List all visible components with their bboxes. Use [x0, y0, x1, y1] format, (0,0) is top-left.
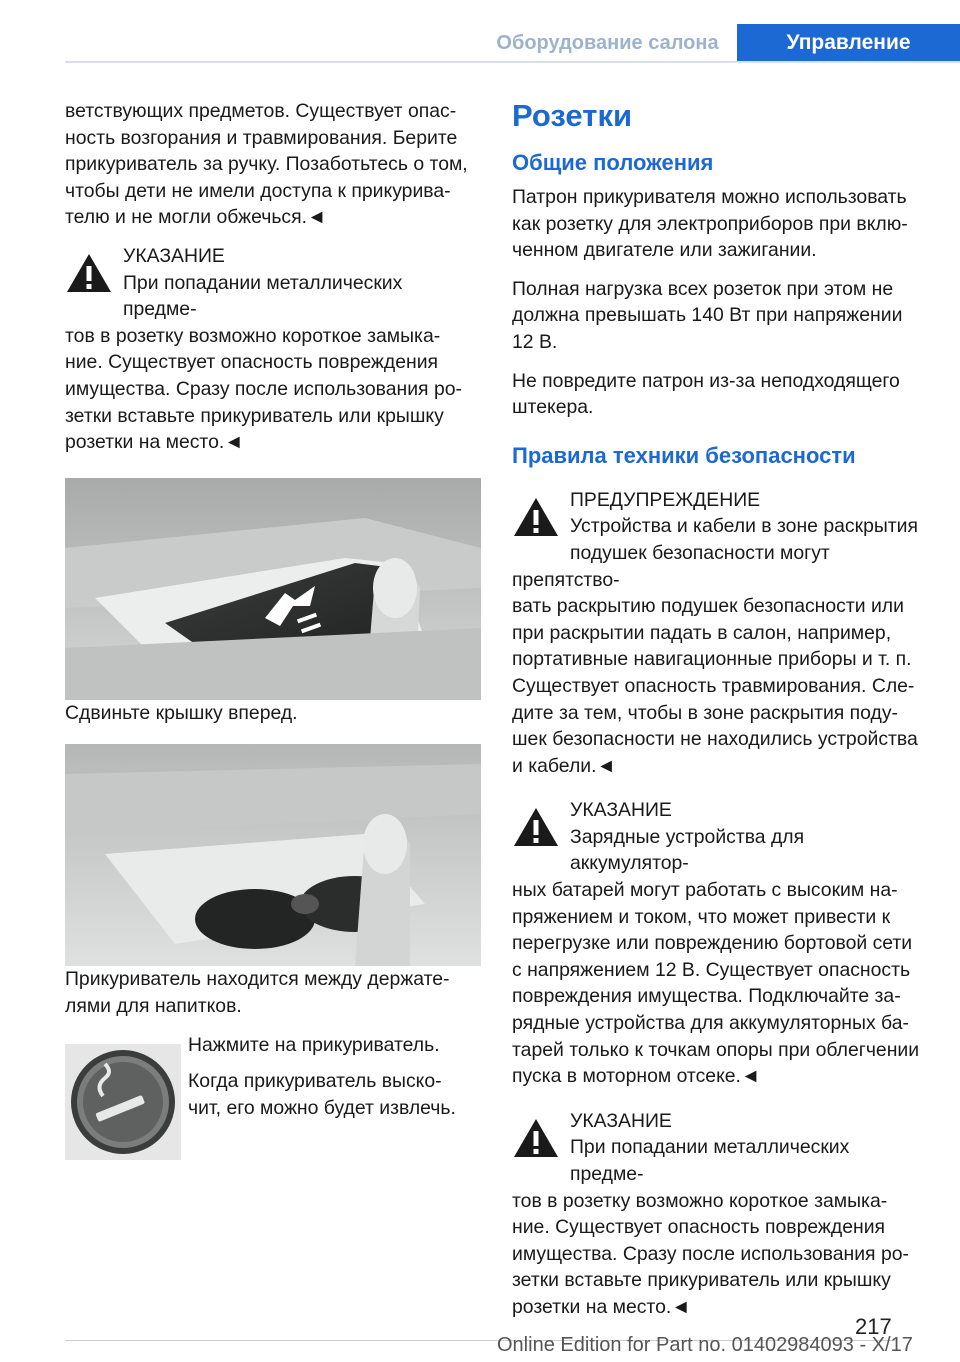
section-title: Розетки [512, 98, 633, 133]
note-heading: УКАЗАНИЕ [570, 799, 672, 822]
note-heading: УКАЗАНИЕ [123, 244, 225, 267]
warning-triangle-icon [512, 1116, 560, 1160]
left-column [65, 98, 481, 1148]
note-body: При попадании металлических предме- тов в розетку возможно короткое замыка- ние. Существует опасность повреждения имущества. Сразу после использования ро- зетки вставьте прикуриватель или крышку розетки на место.◄ [65, 271, 462, 454]
lighter-step-1: Нажмите на прикуриватель. [188, 1033, 440, 1056]
edition-note: Online Edition for Part no. 01402984093 - X/17 [497, 1334, 913, 1356]
note-body: Зарядные устройства для аккумулятор- ных батарей могут работать с высоким на- пряжением и током, что может привести к перегрузке или повреждению бортовой сети с напряжением 12 В. Существует опасность повреждения имущества. Подключайте за- рядные устройства для аккумуляторных ба- тарей только к точкам опоры при облегчении пуска в моторном отсеке.◄ [512, 825, 920, 1088]
header-chapter-tab[interactable]: Управление [737, 24, 960, 62]
warning-block [512, 487, 927, 780]
photo-caption: Прикуриватель находится между держате- лями для напитков. [65, 968, 450, 1017]
lighter-step-2: Когда прикуриватель выско- чит, его можно будет извлечь. [188, 1070, 456, 1119]
note-block [65, 243, 481, 456]
page-header [0, 0, 960, 62]
note-block [512, 797, 927, 1090]
header-divider [65, 61, 960, 63]
note-heading: УКАЗАНИЕ [570, 1109, 672, 1132]
warning-triangle-icon [512, 495, 560, 539]
right-column [512, 98, 927, 1333]
warning-triangle-icon [512, 805, 560, 849]
cigarette-lighter-icon [65, 1044, 181, 1160]
paragraph: Полная нагрузка всех розеток при этом не должна превышать 140 Вт при напряжении 12 В. [512, 277, 903, 353]
cover-slide-photo [65, 478, 481, 700]
warning-heading: ПРЕДУПРЕЖДЕНИЕ [570, 488, 761, 511]
warning-triangle-icon [65, 251, 113, 295]
paragraph: Не повредите патрон из-за неподходящего штекера. [512, 369, 900, 419]
note-body: При попадании металлических предме- тов в розетку возможно короткое замыка- ние. Существует опасность повреждения имущества. Сразу после использования ро- зетки вставьте прикуриватель или крышку розетки на место.◄ [512, 1136, 909, 1318]
intro-paragraph: ветствующих предметов. Существует опас- ность возгорания и травмирования. Берите прикуриватель за ручку. Позаботьтесь о том, чтобы дети не имели доступа к прикурива- телю и не могли обжечься.◄ [65, 100, 468, 229]
warning-body: Устройства и кабели в зоне раскрытия подушек безопасности могут препятство- вать раскрытию подушек безопасности или при раскрытии падать в салон, например, портативные навигационные приборы и т. п. Существует опасность травмирования. Сле- дите за тем, чтобы в зоне раскрытия поду- шек безопасности не находились устройства и кабели.◄ [512, 515, 919, 777]
photo-caption: Сдвиньте крышку вперед. [65, 701, 298, 724]
lighter-instruction [65, 1032, 481, 1148]
paragraph: Патрон прикуривателя можно использовать как розетку для электроприборов при вклю- ченном двигателе или зажигании. [512, 186, 908, 262]
cupholder-photo [65, 744, 481, 966]
note-block [512, 1108, 927, 1321]
header-section-title[interactable]: Оборудование салона [496, 32, 719, 54]
page-number: 217 [855, 1314, 892, 1339]
subsection-title: Общие положения [512, 150, 714, 175]
subsection-title: Правила техники безопасности [512, 442, 856, 468]
